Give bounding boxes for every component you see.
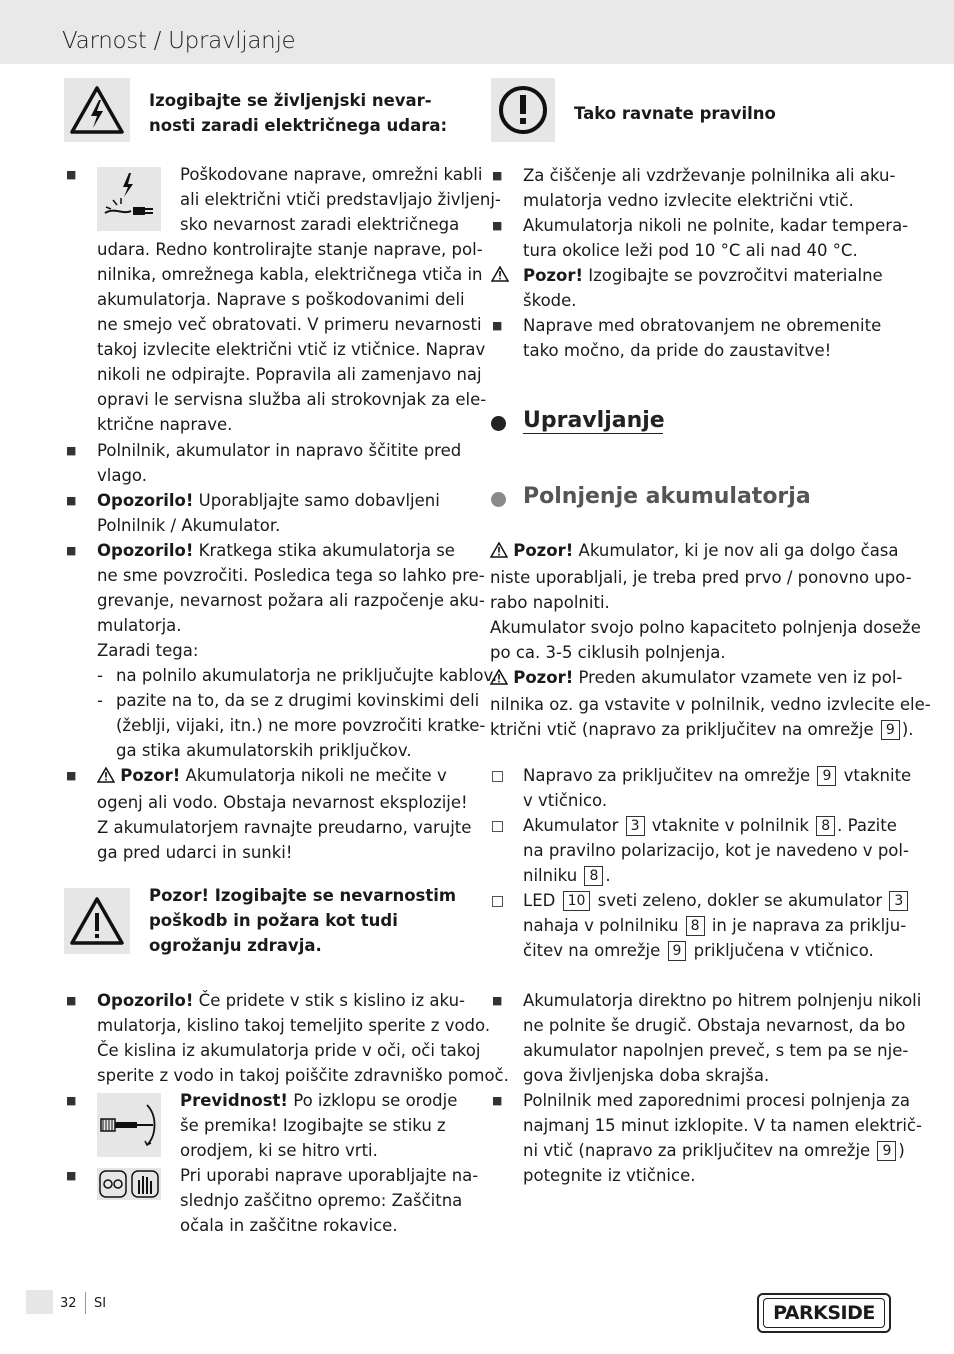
dash-bullet: -: [97, 666, 103, 685]
text-line: nilnika, omrežnega kabla, električnega vtiča in: [97, 265, 483, 284]
paragraph-acid: Opozorilo! Če pridete v stik s kislino iz aku- mulatorja, kislino takoj temeljito sperite z vodo. Če kislina iz akumulatorja pride v oči, oči takoj sperite z vodo in takoj poiščite zdravniško pomoč.: [97, 991, 509, 1085]
page-number: 32: [60, 1296, 77, 1311]
text-line: ktrične naprave.: [97, 415, 233, 434]
text-line: takoj izvlecite električni vtič iz vtičnice. Naprav: [97, 340, 486, 359]
step-checkbox: [492, 896, 503, 907]
bullet: ■: [492, 319, 503, 332]
part-number-8: 8: [584, 866, 603, 886]
warning-triangle-icon: [97, 765, 115, 790]
text-line: ne smejo več obratovati. V primeru nevarnosti: [97, 315, 482, 334]
step-checkbox: [492, 821, 503, 832]
paragraph-no-recharge: Akumulatorja direktno po hitrem polnjenju nikoli ne polnite še drugič. Obstaja nevarnost, da bo akumulator napolnjen preveč, s tem pa se nje- gova življenjska doba skrajša.: [523, 991, 922, 1085]
section-dot: [491, 416, 506, 431]
goggles-gloves-icon: [97, 1168, 161, 1200]
paragraph-material-damage: Pozor! Izogibajte se povzročitvi materialne škode.: [523, 266, 883, 310]
paragraph-caution-rotation: Previdnost! Po izklopu se orodje še premika! Izogibajte se stiku z orodjem, ki se hitro vrti.: [180, 1091, 458, 1160]
paragraph-short-circuit: Opozorilo! Kratkega stika akumulatorja se ne sme povzročiti. Posledica tega so lahko pre- grevanje, nevarnost požara ali razpočenje aku- mulatorja. Zaradi tega:: [97, 541, 485, 660]
exclamation-icon: [491, 78, 555, 142]
bullet: ■: [66, 994, 77, 1007]
section-heading-charging: Polnjenje akumulatorja: [523, 484, 811, 509]
warning-title-electric: Izogibajte se življenjski nevar- nosti zaradi električnega udara:: [149, 91, 448, 135]
paragraph-fire-water: Pozor! Akumulatorja nikoli ne mečite v ogenj ali vodo. Obstaja nevarnost eksplozije! Z akumulatorjem ravnajte preudarno, varujte ga pred udarci in sunki!: [97, 766, 472, 862]
page-title: Varnost / Upravljanje: [62, 28, 296, 54]
part-number-9: 9: [817, 766, 836, 786]
language-code: SI: [94, 1296, 107, 1311]
bullet: ■: [66, 494, 77, 507]
part-number-9: 9: [668, 941, 687, 961]
warning-triangle-icon: [490, 540, 508, 565]
step-checkbox: [492, 771, 503, 782]
step-plug-in: Napravo za priključitev na omrežje 9 vtaknite v vtičnico.: [523, 766, 912, 810]
footer-marker: [26, 1290, 53, 1314]
paragraph-damaged-devices-cont: [97, 237, 486, 437]
part-number-10: 10: [563, 891, 591, 911]
section-title-correct-handling: Tako ravnate pravilno: [574, 104, 776, 123]
part-number-8: 8: [686, 916, 705, 936]
paragraph-protective-gear: Pri uporabi naprave uporabljajte na- slednjo zaščitno opremo: Zaščitna očala in zaščitne rokavice.: [180, 1166, 479, 1235]
text-line: sko nevarnost zaradi električnega: [180, 215, 460, 234]
footer-divider: [85, 1292, 86, 1314]
list-item: na polnilo akumulatorja ne priključujte kablov.: [116, 666, 498, 685]
section-heading-operation: Upravljanje: [523, 408, 665, 433]
bullet: ■: [492, 994, 503, 1007]
part-number-3: 3: [626, 816, 645, 836]
step-led: LED 10 sveti zeleno, dokler se akumulator 3 nahaja v polnilniku 8 in je naprava za priklju- čitev na omrežje 9 priključena v vtičnico.: [523, 888, 910, 963]
bullet: ■: [66, 1094, 77, 1107]
paragraph-original-charger: Opozorilo! Uporabljajte samo dobavljeni Polnilnik / Akumulator.: [97, 491, 440, 535]
text-line: opravi le servisna služba ali strokovnjak za ele-: [97, 390, 487, 409]
warning-triangle-icon: [490, 667, 508, 692]
paragraph-cleaning: Za čiščenje ali vzdrževanje polnilnika ali aku- mulatorja vedno izvlecite električni vtič.: [523, 166, 896, 210]
electric-warning-icon: [64, 78, 130, 142]
bullet: ■: [66, 769, 77, 782]
bullet: ■: [492, 1094, 503, 1107]
brand-logo: PARKSIDE: [757, 1293, 891, 1333]
text-line: udara. Redno kontrolirajte stanje naprave, pol-: [97, 240, 483, 259]
step-insert-battery: Akumulator 3 vtaknite v polnilnik 8 . Pazite na pravilno polarizacijo, kot je navedeno v pol- nilniku 8 .: [523, 816, 909, 885]
text-line: nikoli ne odpirajte. Popravila ali zamenjavo naj: [97, 365, 482, 384]
section-dot: [491, 492, 506, 507]
text-line: akumulatorja. Naprave s poškodovanimi deli: [97, 290, 465, 309]
paragraph-overload: Naprave med obratovanjem ne obremenite tako močno, da pride do zaustavitve!: [523, 316, 882, 360]
paragraph-damaged-devices: [180, 162, 501, 237]
part-number-9: 9: [881, 720, 900, 740]
part-number-9: 9: [877, 1141, 896, 1161]
warning-triangle-icon: [491, 266, 509, 286]
paragraph-pause: Polnilnik med zaporednimi procesi polnjenja za najmanj 15 minut izklopite. V ta namen električ- ni vtič (napravo za priključitev na omrežje 9 ) potegnite iz vtičnice.: [523, 1091, 922, 1185]
dash-bullet: -: [97, 691, 103, 710]
rotating-tool-icon: [97, 1093, 161, 1157]
bullet: ■: [66, 168, 77, 181]
paragraph-temperature: Akumulatorja nikoli ne polnite, kadar tempera- tura okolice leži pod 10 °C ali nad 40 °C.: [523, 216, 909, 260]
caution-triangle-icon: [64, 888, 130, 954]
bullet: ■: [492, 169, 503, 182]
text-line: ali električni vtiči predstavljajo življenj-: [180, 190, 501, 209]
part-number-3: 3: [889, 891, 908, 911]
bullet: ■: [66, 1169, 77, 1182]
part-number-8: 8: [816, 816, 835, 836]
paragraph-first-charge: Pozor! Akumulator, ki je nov ali ga dolgo časa niste uporabljali, je treba pred prvo / ponovno upo- rabo napolniti. Akumulator svojo polno kapaciteto polnjenja doseže po ca. 3-5 ciklusih polnjenja. Pozor! Preden akumulator vzamete ven iz pol- nilnika oz. ga vstavite v polnilnik, vedno izvlecite ele- ktrični vtič (napravo za priključitev na omrežje 9 ).: [490, 541, 931, 739]
bullet: ■: [492, 219, 503, 232]
electric-shock-plug-icon: [97, 167, 161, 231]
bullet: ■: [66, 544, 77, 557]
page-header: [0, 0, 954, 64]
warning-title-injury: Pozor! Izogibajte se nevarnostim poškodb in požara kot tudi ogrožanju zdravja.: [149, 886, 457, 955]
paragraph-moisture: Polnilnik, akumulator in napravo ščitite pred vlago.: [97, 441, 462, 485]
bullet: ■: [66, 444, 77, 457]
text-line: Poškodovane naprave, omrežni kabli: [180, 165, 483, 184]
list-item: pazite na to, da se z drugimi kovinskimi deli (žeblji, vijaki, itn.) ne more povzročiti kratke- ga stika akumulatorskih priključkov.: [116, 691, 486, 760]
